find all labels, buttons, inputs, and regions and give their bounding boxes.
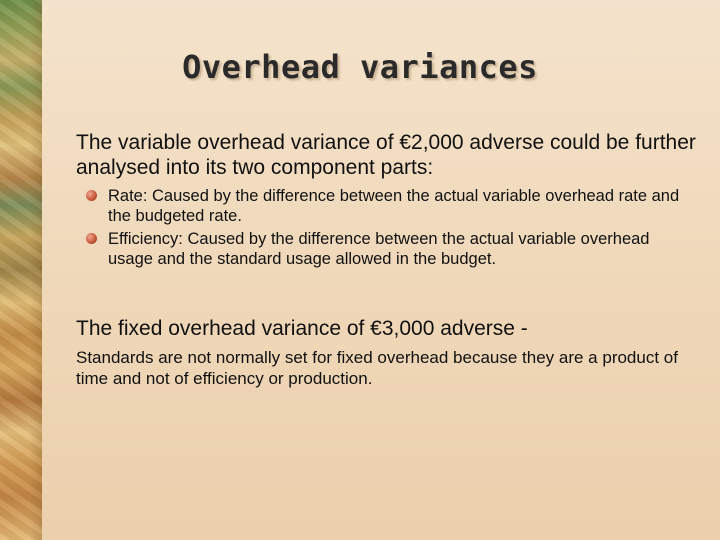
bullet-item-rate	[84, 186, 696, 226]
bullet-text: Rate: Caused by the difference between the actual variable overhead rate and the budgeted rate.	[108, 187, 680, 225]
bullet-dot-icon	[86, 233, 97, 244]
slide-title: Overhead variances	[182, 48, 538, 86]
slide-content	[76, 130, 696, 272]
fixed-overhead-note: Standards are not normally set for fixed overhead because they are a product of time and not of efficiency or production.	[76, 348, 678, 388]
bullet-item-efficiency	[84, 229, 696, 269]
bullet-dot-icon	[86, 190, 97, 201]
bullet-text: Efficiency: Caused by the difference between the actual variable overhead usage and the standard usage allowed in the budget.	[108, 230, 650, 268]
bullet-list	[84, 186, 696, 269]
fixed-overhead-heading: The fixed overhead variance of €3,000 adverse -	[76, 317, 528, 340]
intro-paragraph: The variable overhead variance of €2,000 adverse could be further analysed into its two component parts:	[76, 131, 696, 179]
